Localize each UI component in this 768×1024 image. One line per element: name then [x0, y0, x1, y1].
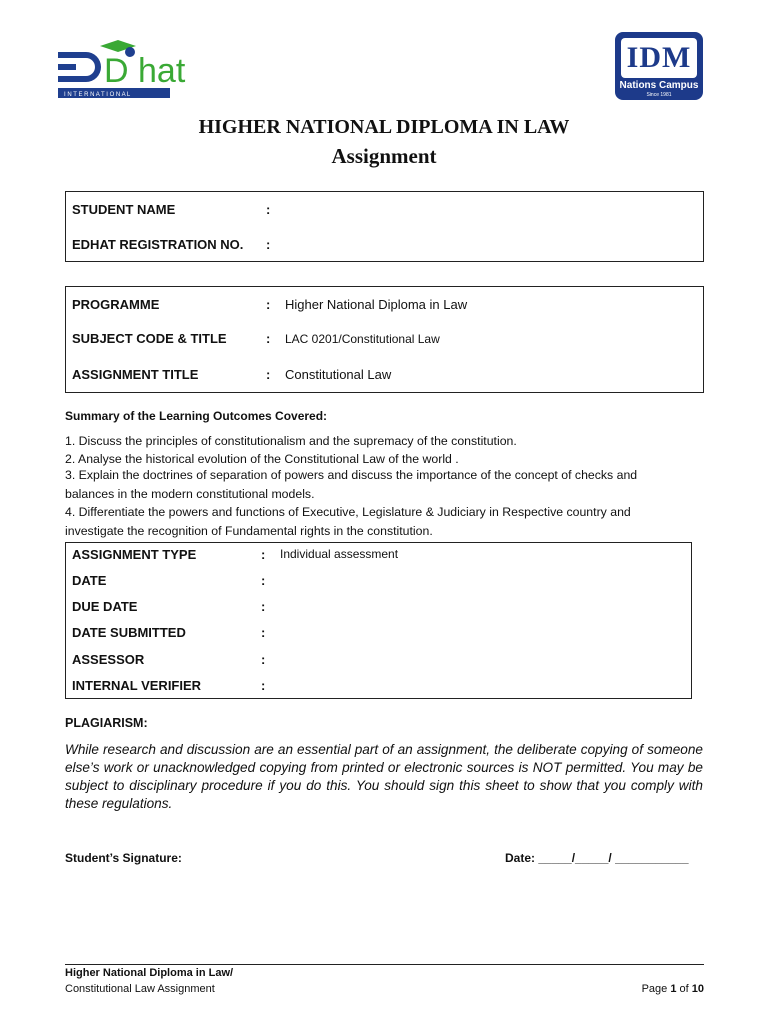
student-signature-label: Student’s Signature: [65, 851, 182, 865]
document-title: HIGHER NATIONAL DIPLOMA IN LAW [198, 116, 570, 138]
internal-verifier-label: INTERNAL VERIFIER [72, 678, 202, 693]
page-prefix: Page [641, 983, 671, 995]
subject-code-label: SUBJECT CODE & TITLE [72, 331, 227, 346]
footer-line-2: Constitutional Law Assignment [65, 983, 215, 995]
document-subtitle: Assignment [331, 144, 437, 168]
assignment-title-value: Constitutional Law [285, 367, 392, 382]
edhat-logo [56, 36, 186, 100]
page-total: 10 [691, 983, 704, 995]
edhat-logo-subtext: I N T E R N A T I O N A L [64, 92, 131, 98]
edhat-logo-mark [56, 36, 186, 100]
outcome-line: 3. Explain the doctrines of separation of powers and discuss the importance of the concept of checks and [65, 468, 638, 482]
assignment-title-label: ASSIGNMENT TITLE [72, 367, 199, 382]
outcomes-heading: Summary of the Learning Outcomes Covered: [65, 409, 328, 423]
registration-no-colon: : [266, 237, 271, 252]
idm-logo [615, 32, 703, 100]
assessor-colon: : [261, 652, 266, 667]
outcome-line: 4. Differentiate the powers and functions of Executive, Legislature & Judiciary in Respective country and [65, 505, 631, 519]
outcome-line: balances in the modern constitutional models. [65, 487, 315, 501]
date-label: DATE [72, 573, 107, 588]
signature-date-field[interactable]: Date: _____/_____/ ___________ [505, 851, 689, 865]
programme-value: Higher National Diploma in Law [285, 297, 468, 312]
student-name-colon: : [266, 202, 271, 217]
plagiarism-heading: PLAGIARISM: [65, 716, 148, 730]
student-name-label: STUDENT NAME [72, 202, 176, 217]
assessor-label: ASSESSOR [72, 652, 145, 667]
registration-no-label: EDHAT REGISTRATION NO. [72, 237, 244, 252]
due-date-colon: : [261, 599, 266, 614]
date-submitted-colon: : [261, 625, 266, 640]
due-date-label: DUE DATE [72, 599, 138, 614]
outcome-line: investigate the recognition of Fundamental rights in the constitution. [65, 524, 433, 538]
assignment-type-label: ASSIGNMENT TYPE [72, 547, 197, 562]
assignment-title-colon: : [266, 367, 271, 382]
footer-line-1: Higher National Diploma in Law/ [65, 967, 234, 979]
page-of: of [676, 983, 692, 995]
idm-logo-since: Since 1981 [646, 92, 672, 98]
assignment-type-value: Individual assessment [280, 547, 399, 561]
assignment-details-box [65, 542, 692, 699]
date-colon: : [261, 573, 266, 588]
subject-code-colon: : [266, 331, 271, 346]
outcome-line: 2. Analyse the historical evolution of the Constitutional Law of the world . [65, 452, 459, 466]
edhat-logo-text: D hat [104, 52, 186, 90]
footer-divider [65, 964, 704, 965]
plagiarism-text: While research and discussion are an essential part of an assignment, the deliberate copying of someone else’s work or unacknowledged copying from printed or electronic sources is NOT permitted. You may be subject to disciplinary procedure if you do this. You should sign this sheet to show that you comply with these regulations. [65, 742, 703, 811]
programme-colon: : [266, 297, 271, 312]
page-current: 1 [670, 983, 677, 995]
internal-verifier-colon: : [261, 678, 266, 693]
idm-logo-subtitle: Nations Campus [619, 80, 699, 91]
assignment-type-colon: : [261, 547, 266, 562]
subject-code-value: LAC 0201/Constitutional Law [285, 332, 440, 346]
idm-logo-name: IDM [621, 38, 697, 78]
date-submitted-label: DATE SUBMITTED [72, 625, 186, 640]
programme-label: PROGRAMME [72, 297, 160, 312]
page-number [580, 983, 704, 995]
outcome-line: 1. Discuss the principles of constitutionalism and the supremacy of the constitution. [65, 434, 517, 448]
